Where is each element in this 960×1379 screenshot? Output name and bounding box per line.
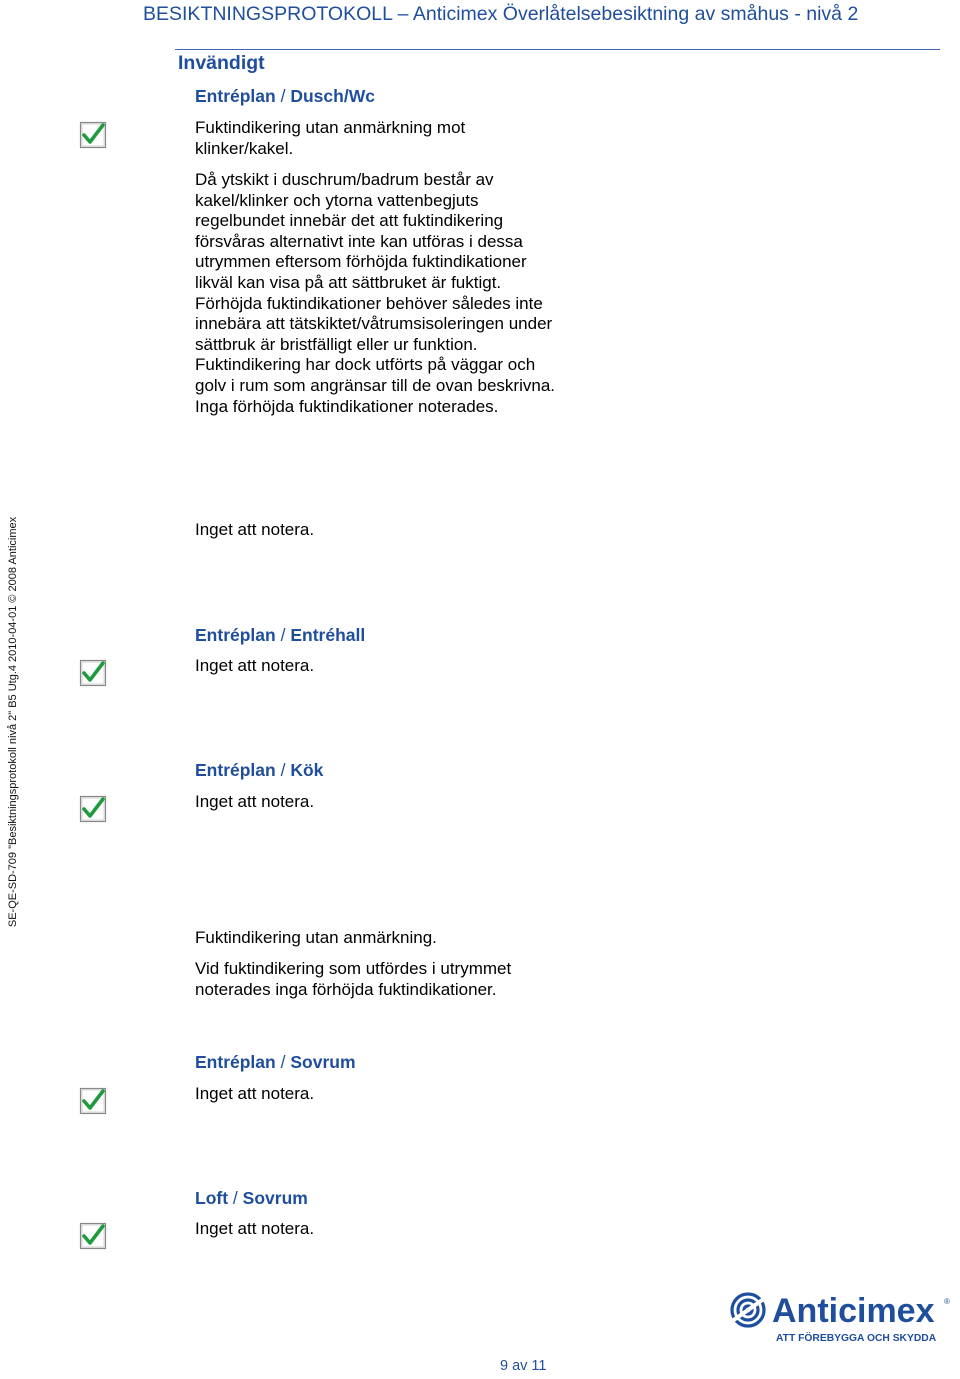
- entry-text: Inget att notera.: [195, 520, 315, 539]
- entry-heading-kok: [195, 760, 323, 781]
- entry-separator: /: [280, 1052, 286, 1072]
- entry-text: Inget att notera.: [195, 1219, 315, 1238]
- checkmark-icon: [79, 121, 107, 149]
- entry-text: Fuktindikering utan anmärkning.: [195, 928, 437, 947]
- header-divider: [175, 49, 940, 50]
- entry-room: Sovrum: [242, 1188, 308, 1208]
- entry-heading-sovrum: [195, 1052, 356, 1073]
- entry-text: Inget att notera.: [195, 656, 315, 675]
- entry-room: Sovrum: [290, 1052, 356, 1072]
- entry-separator: /: [232, 1188, 238, 1208]
- side-document-code: SE-QE-SD-709 "Besiktningsprotokoll nivå 2" B5 Utg.4 2010-04-01 © 2008 Anticimex: [7, 516, 19, 928]
- section-title: Invändigt: [178, 52, 265, 74]
- checkmark-icon: [79, 659, 107, 687]
- entry-floor: Entréplan: [195, 625, 276, 645]
- entry-text: Fuktindikering utan anmärkning mot klinker/kakel.: [195, 118, 466, 158]
- logo-tagline: ATT FÖREBYGGA OCH SKYDDA: [776, 1333, 937, 1344]
- entry-floor: Entréplan: [195, 760, 276, 780]
- logo-name: Anticimex: [772, 1292, 935, 1330]
- entry-room: Dusch/Wc: [290, 86, 375, 106]
- entry-floor: Entréplan: [195, 1052, 276, 1072]
- entry-heading-entrehall: [195, 625, 365, 646]
- entry-text: Då ytskikt i duschrum/badrum består av kakel/klinker och ytorna vattenbegjuts regelbundet innebär det att fuktindikering försvåras alternativt inte kan utföras i dessa utrymmen eftersom förhöjda fuktindikationer likväl kan visa på att sättbruket är fuktigt. Förhöjda fuktindikationer behöver således inte innebära att tätskiktet/våtrumsisoleringen under sättbruk är bristfälligt eller ur funktion. Fuktindikering har dock utförts på väggar och golv i rum som angränsar till de ovan beskrivna. Inga förhöjda fuktindikationer noterades.: [195, 170, 555, 416]
- page-number: 9 av 11: [500, 1358, 547, 1374]
- entry-text: Inget att notera.: [195, 1084, 315, 1103]
- entry-text: Inget att notera.: [195, 792, 315, 811]
- entry-floor: Loft: [195, 1188, 229, 1208]
- checkmark-icon: [79, 1087, 107, 1115]
- checkmark-icon: [79, 795, 107, 823]
- entry-heading-loft-sovrum: [195, 1188, 308, 1209]
- entry-separator: /: [280, 625, 286, 645]
- registered-mark-icon: ®: [944, 1297, 950, 1306]
- checkmark-icon: [79, 1222, 107, 1250]
- entry-separator: /: [280, 86, 286, 106]
- entry-room: Kök: [290, 760, 324, 780]
- entry-separator: /: [280, 760, 286, 780]
- entry-room: Entréhall: [290, 625, 366, 645]
- entry-floor: Entréplan: [195, 86, 276, 106]
- anticimex-logo: [728, 1288, 953, 1348]
- entry-heading-dusch-wc: [195, 86, 375, 107]
- document-header: BESIKTNINGSPROTOKOLL – Anticimex Överlåtelsebesiktning av småhus - nivå 2: [143, 3, 859, 25]
- entry-text: Vid fuktindikering som utfördes i utrymmet noterades inga förhöjda fuktindikationer.: [195, 959, 512, 999]
